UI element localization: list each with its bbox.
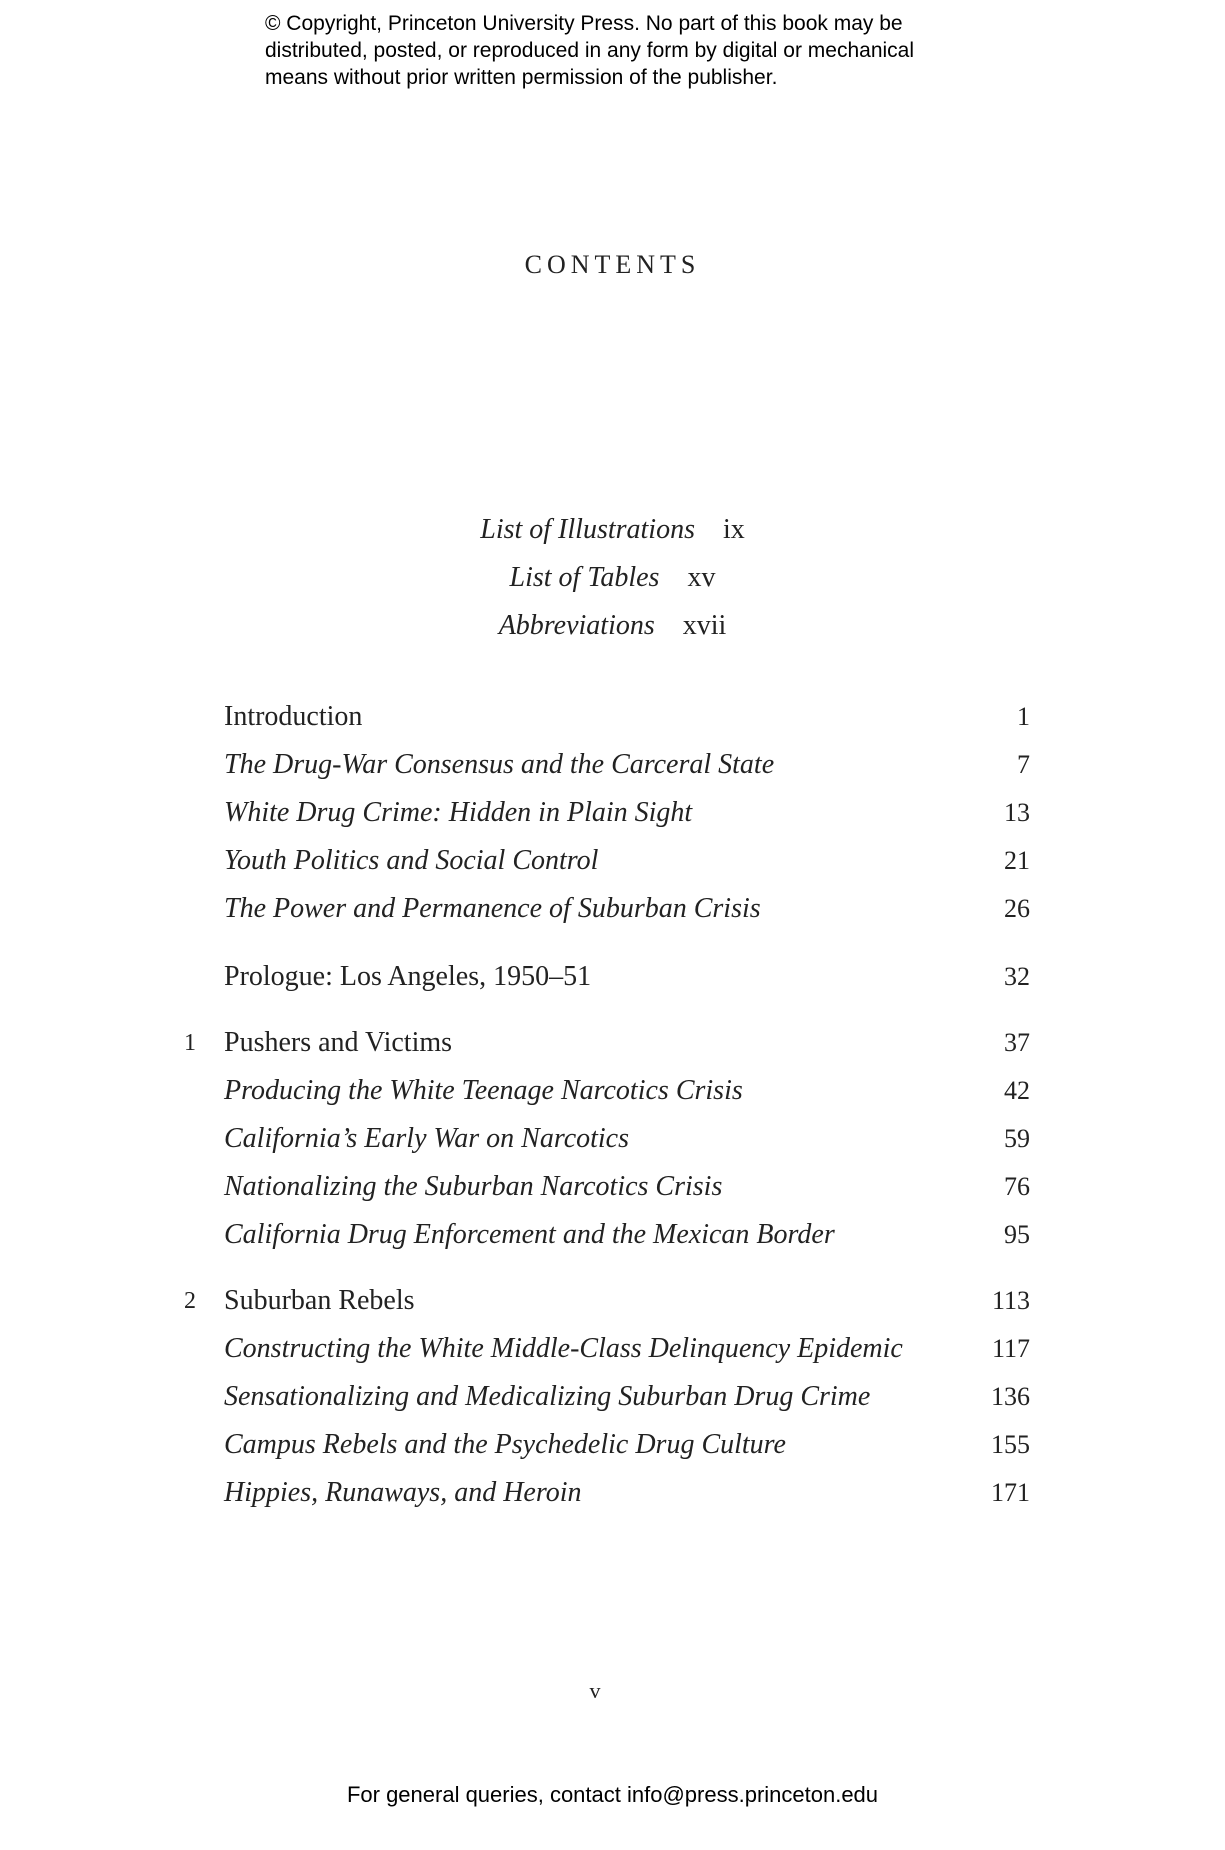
toc-entry-section (180, 1376, 1030, 1418)
toc-entry-section (180, 1118, 1030, 1160)
toc-entry-section (180, 1070, 1030, 1112)
toc-entry-page: 32 (1004, 962, 1030, 991)
toc-entry-section (180, 792, 1030, 834)
toc-entry-chapter (180, 1280, 1030, 1322)
toc-entry-title: Nationalizing the Suburban Narcotics Crisis (224, 1171, 723, 1202)
toc-entry-page: 95 (1004, 1220, 1030, 1249)
toc-entry-page: 26 (1004, 894, 1030, 923)
front-matter-title: List of Illustrations (480, 514, 695, 545)
toc-entry-chapter (180, 1022, 1030, 1064)
toc-entry-page: 21 (1004, 846, 1030, 875)
copyright-line: means without prior written permission of the publisher. (265, 66, 778, 89)
front-matter-title: Abbreviations (498, 610, 655, 641)
toc-entry-title: Sensationalizing and Medicalizing Suburban Drug Crime (224, 1381, 871, 1412)
toc-entry-section (180, 1214, 1030, 1256)
front-matter-title: List of Tables (509, 562, 660, 593)
toc-entry-page: 37 (1004, 1028, 1030, 1057)
toc-entry-title: Prologue: Los Angeles, 1950–51 (224, 961, 592, 992)
toc-entry-section (180, 1472, 1030, 1514)
copyright-line: © Copyright, Princeton University Press. No part of this book may be (265, 12, 903, 35)
toc-entry-page: 59 (1004, 1124, 1030, 1153)
toc-entry-section (180, 840, 1030, 882)
toc-entry-title: The Power and Permanence of Suburban Crisis (224, 893, 761, 924)
toc-entry-title: Suburban Rebels (224, 1285, 415, 1316)
toc-entry-section (180, 1166, 1030, 1208)
front-matter-entry (0, 510, 1225, 550)
toc-entry-page: 76 (1004, 1172, 1030, 1201)
toc-entry-title: California Drug Enforcement and the Mexican Border (224, 1219, 835, 1250)
toc-entry-chapter (180, 696, 1030, 738)
contents-heading: CONTENTS (524, 250, 701, 279)
toc-entry-section (180, 1328, 1030, 1370)
toc-entry-page: 13 (1004, 798, 1030, 827)
toc-entry-page: 113 (991, 1286, 1030, 1315)
toc-entry-page: 117 (991, 1334, 1030, 1363)
toc-entry-title: Hippies, Runaways, and Heroin (224, 1477, 582, 1508)
toc-entry-page: 136 (991, 1382, 1030, 1411)
toc-chapter-number: 1 (184, 1030, 196, 1056)
copyright-line: distributed, posted, or reproduced in any form by digital or mechanical (265, 39, 915, 62)
toc-entry-page: 7 (1017, 750, 1030, 779)
toc-entry-title: California’s Early War on Narcotics (224, 1123, 630, 1154)
toc-entry-section (180, 888, 1030, 930)
toc-entry-chapter (180, 956, 1030, 998)
front-matter-page: ix (722, 514, 745, 545)
toc-entry-page: 42 (1004, 1076, 1030, 1105)
front-matter-page: xvii (682, 610, 727, 641)
toc-entry-page: 155 (991, 1430, 1030, 1459)
toc-entry-page: 1 (1017, 702, 1030, 731)
footer-contact: For general queries, contact info@press.princeton.edu (346, 1782, 879, 1807)
copyright-notice (265, 10, 1025, 91)
toc-entry-title: Youth Politics and Social Control (224, 845, 599, 876)
front-matter-entry (0, 606, 1225, 646)
toc-entry-title: Constructing the White Middle-Class Delinquency Epidemic (224, 1333, 903, 1364)
front-matter-entry (0, 558, 1225, 598)
toc-entry-section (180, 744, 1030, 786)
toc-entry-title: White Drug Crime: Hidden in Plain Sight (224, 797, 693, 828)
front-matter-page: xv (687, 562, 716, 593)
toc-entry-title: Introduction (224, 701, 363, 732)
toc-entry-title: Campus Rebels and the Psychedelic Drug Culture (224, 1429, 786, 1460)
page-folio: v (589, 1678, 601, 1703)
toc-entry-title: The Drug-War Consensus and the Carceral State (224, 749, 775, 780)
toc-entry-page: 171 (991, 1478, 1030, 1507)
toc-entry-title: Producing the White Teenage Narcotics Crisis (224, 1075, 743, 1106)
toc-entry-section (180, 1424, 1030, 1466)
toc-entry-title: Pushers and Victims (224, 1027, 453, 1058)
toc-chapter-number: 2 (184, 1288, 196, 1314)
